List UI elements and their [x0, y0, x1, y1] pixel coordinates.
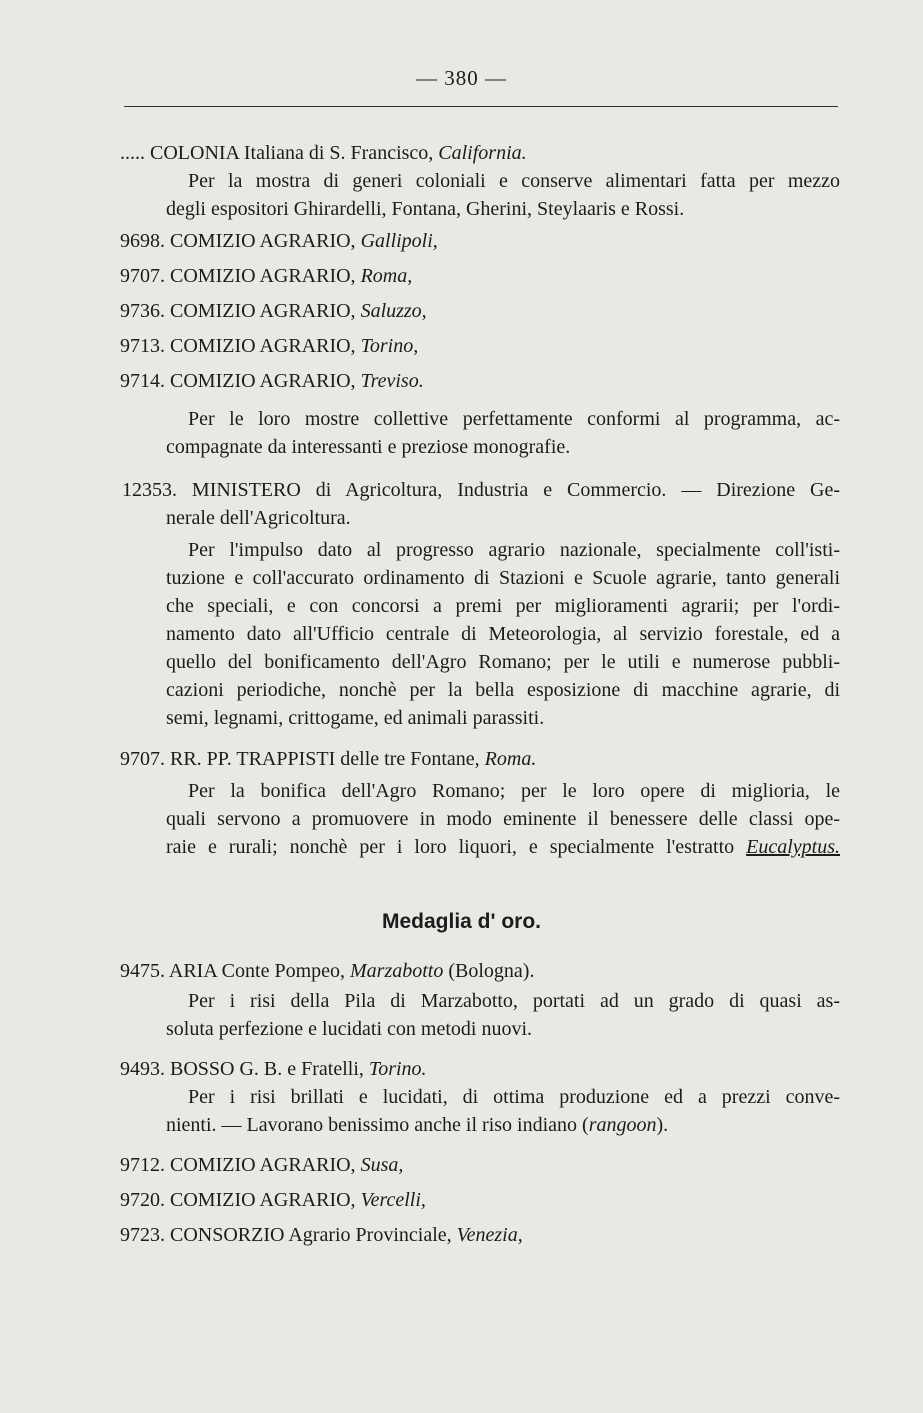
text-run: 9736. COMIZIO AGRARIO,: [120, 300, 361, 322]
entry-12353: [122, 477, 840, 503]
text-run: 9720. COMIZIO AGRARIO,: [120, 1189, 361, 1211]
desc-line: [188, 168, 840, 194]
entry-9720: [120, 1187, 426, 1213]
text-run: quello del bonificamento dell'Agro Romano; per le utili e numerose pubbli-: [166, 651, 840, 673]
entry-9714: [120, 368, 424, 394]
italic-text: Roma.: [484, 748, 537, 770]
desc-line: [166, 705, 544, 731]
desc-line: [188, 406, 840, 432]
text-run: cazioni periodiche, nonchè per la bella esposizione di macchine agrarie, di: [166, 679, 840, 701]
desc-line: [188, 988, 840, 1014]
italic-text: Torino,: [360, 335, 419, 357]
text-run: namento dato all'Ufficio centrale di Meteorologia, al servizio forestale, ed a: [166, 623, 840, 645]
text-run: tuzione e coll'accurato ordinamento di Stazioni e Scuole agrarie, tanto generali: [166, 567, 840, 589]
section-heading: Medaglia d' oro.: [381, 910, 541, 933]
italic-text: Vercelli,: [360, 1189, 426, 1211]
text-run: Per le loro mostre collettive perfettamente conformi al programma, ac-: [188, 408, 840, 430]
text-run: che speciali, e con concorsi a premi per miglioramenti agrarii; per l'ordi-: [166, 595, 840, 617]
desc-line: [166, 565, 840, 591]
entry-9475: [120, 958, 534, 984]
desc-line: [188, 1084, 840, 1110]
text-run: ).: [656, 1114, 669, 1136]
text-run: nerale dell'Agricoltura.: [166, 507, 351, 529]
text-run: 9723. CONSORZIO Agrario Provinciale,: [120, 1224, 457, 1246]
text-run: 9475. ARIA Conte Pompeo,: [120, 960, 351, 982]
text-run: 9714. COMIZIO AGRARIO,: [120, 370, 361, 392]
italic-text: Torino.: [368, 1058, 427, 1080]
entry-9707-trappisti: [120, 746, 536, 772]
desc-line: [166, 649, 840, 675]
text-run: 9707. COMIZIO AGRARIO,: [120, 265, 361, 287]
desc-line: [166, 621, 840, 647]
desc-line: [166, 593, 840, 619]
desc-line: [166, 196, 684, 222]
italic-text: Susa,: [360, 1154, 404, 1176]
desc-line: [166, 806, 840, 832]
page-number: — 380 —: [416, 66, 507, 90]
text-run: 9713. COMIZIO AGRARIO,: [120, 335, 361, 357]
text-run: Per l'impulso dato al progresso agrario nazionale, specialmente coll'isti-: [188, 539, 840, 561]
entry-9698: [120, 228, 438, 254]
text-run: quali servono a promuovere in modo eminente il benessere delle classi ope-: [166, 808, 840, 830]
italic-text: Saluzzo,: [360, 300, 427, 322]
text-run: 9712. COMIZIO AGRARIO,: [120, 1154, 361, 1176]
italic-text: Venezia,: [456, 1224, 523, 1246]
entry-9493: [120, 1056, 427, 1082]
desc-line: [188, 778, 840, 804]
text-run: 9698. COMIZIO AGRARIO,: [120, 230, 361, 252]
desc-line: [166, 434, 570, 460]
entry-colonia: [120, 140, 527, 166]
entry-9713: [120, 333, 418, 359]
text-run: 12353. MINISTERO di Agricoltura, Industria e Commercio. — Direzione Ge-: [122, 479, 840, 501]
italic-text: California.: [438, 142, 527, 164]
text-run: compagnate da interessanti e preziose monografie.: [166, 436, 571, 458]
text-run: soluta perfezione e lucidati con metodi nuovi.: [166, 1018, 532, 1040]
entry-9723: [120, 1222, 523, 1248]
italic-text: rangoon: [588, 1114, 657, 1136]
desc-line: [166, 1016, 532, 1042]
header-rule: [124, 106, 838, 107]
text-run: 9493. BOSSO G. B. e Fratelli,: [120, 1058, 369, 1080]
entry-9712: [120, 1152, 403, 1178]
text-run: nienti. — Lavorano benissimo anche il riso indiano (: [166, 1114, 589, 1136]
italic-text: Roma,: [360, 265, 413, 287]
entry-continuation: [166, 505, 351, 531]
italic-text: Gallipoli,: [360, 230, 438, 252]
text-run: ..... COLONIA Italiana di S. Francisco,: [120, 142, 439, 164]
entry-9736: [120, 298, 427, 324]
desc-line: [166, 677, 840, 703]
text-run: (Bologna).: [443, 960, 535, 982]
text-run: degli espositori Ghirardelli, Fontana, Gherini, Steylaaris e Rossi.: [166, 198, 685, 220]
text-run: Per la bonifica dell'Agro Romano; per le loro opere di miglioria, le: [188, 780, 840, 802]
italic-text: Eucalyptus.: [746, 836, 840, 858]
text-run: semi, legnami, crittogame, ed animali parassiti.: [166, 707, 545, 729]
text-run: Per i risi brillati e lucidati, di ottima produzione ed a prezzi conve-: [188, 1086, 840, 1108]
entry-9707: [120, 263, 412, 289]
text-run: 9707. RR. PP. TRAPPISTI delle tre Fontane,: [120, 748, 485, 770]
italic-text: Treviso.: [360, 370, 424, 392]
text-run: Per i risi della Pila di Marzabotto, portati ad un grado di quasi as-: [188, 990, 840, 1012]
desc-line: [166, 1112, 668, 1138]
text-run: Per la mostra di generi coloniali e conserve alimentari fatta per mezzo: [188, 170, 840, 192]
desc-line: [188, 537, 840, 563]
desc-line: [166, 834, 840, 860]
italic-text: Marzabotto: [350, 960, 444, 982]
text-run: raie e rurali; nonchè per i loro liquori, e specialmente l'estratto: [166, 836, 747, 858]
